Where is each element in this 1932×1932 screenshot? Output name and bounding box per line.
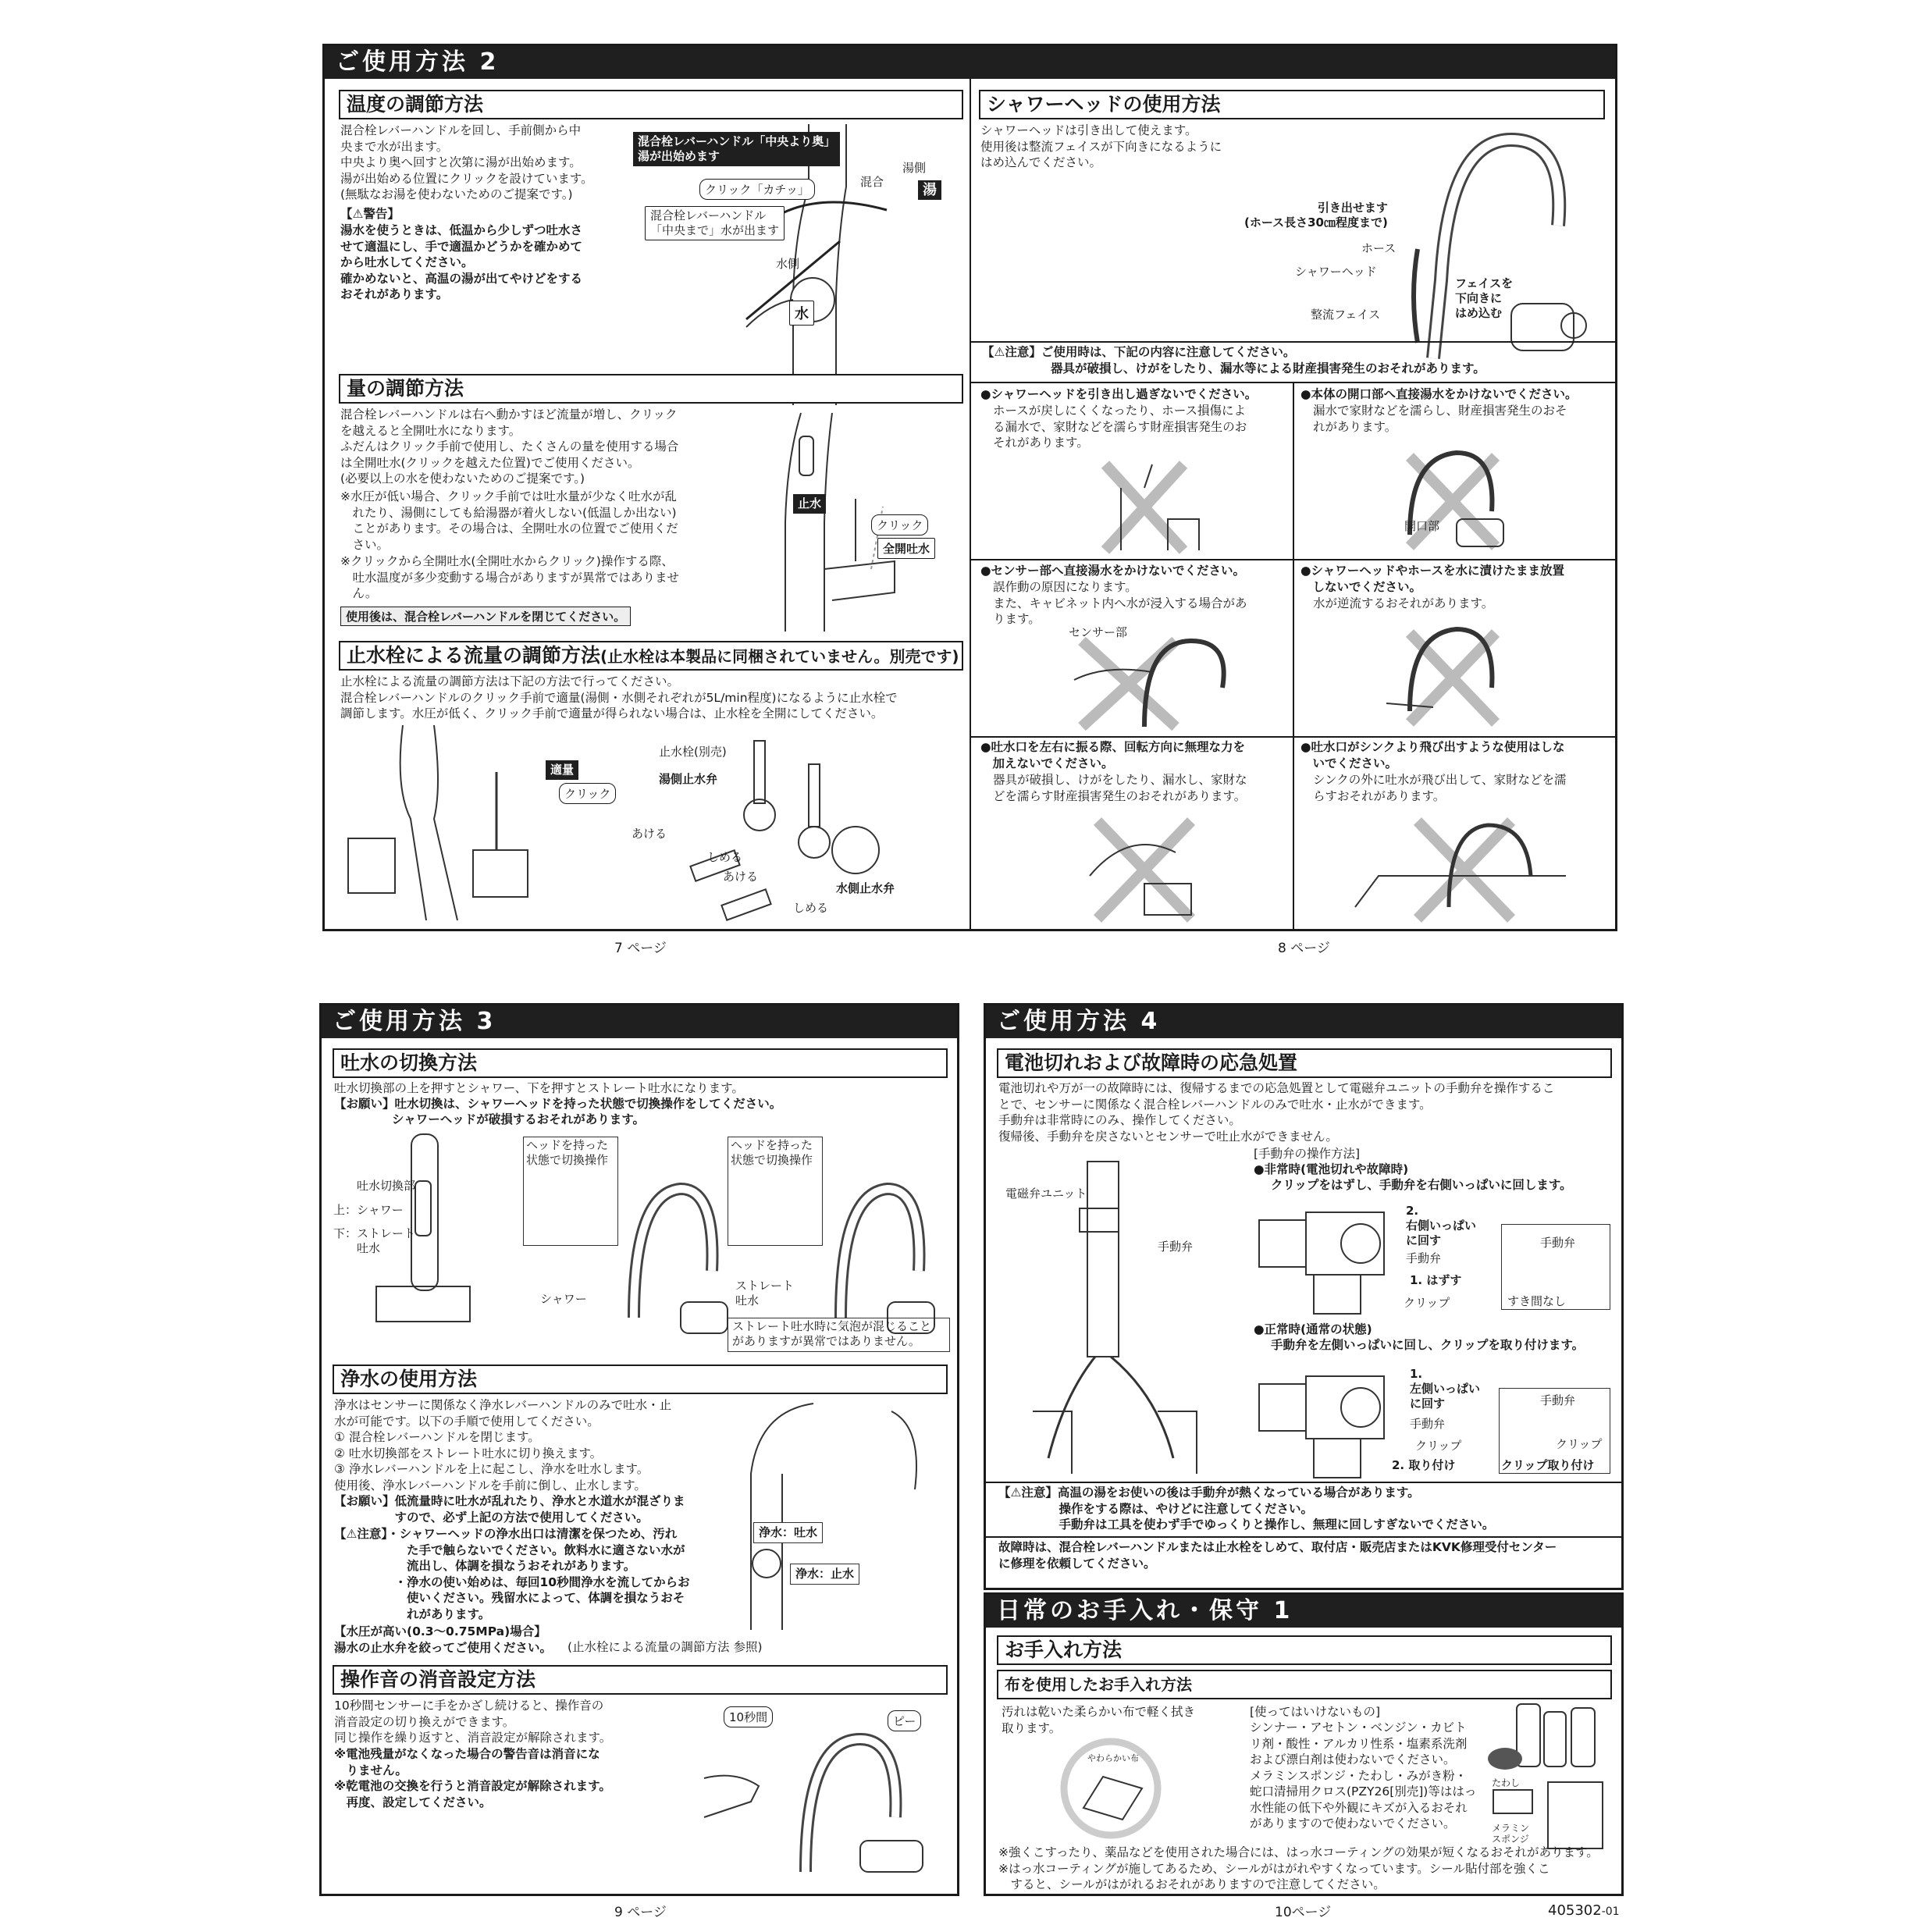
caution-sub: 器具が破損し、けがをしたり、漏水等による財産損害発生のおそれがあります。 (1051, 361, 1485, 375)
caution-item-body: 器具が破損し、けがをしたり、漏水し、家財な どを濡らす財産損害発生のおそれがあります。 (993, 773, 1247, 803)
temp-callout-click: クリック「カチッ」 (699, 179, 815, 200)
purify-request: 【お願い】低流量時に吐水が乱れたり、浄水と水道水が混ざりま すので、必ず上記の方法で使用してください。 (334, 1494, 685, 1525)
temp-label-hot-side: 湯側 (902, 161, 927, 175)
shower-heading: シャワーヘッドの使用方法 (979, 90, 1605, 119)
switch-shower-illustration (618, 1177, 728, 1349)
caution-grid-divider (1293, 382, 1294, 931)
emergency-step2: 2. 右側いっぱい に回す (1406, 1204, 1477, 1247)
emergency-label-manual: 手動弁 (1158, 1240, 1194, 1254)
shower-label-face: 整流フェイス (1311, 308, 1381, 322)
emergency-label-manual4: 手動弁 (1410, 1417, 1446, 1431)
caution-item-title: ●シャワーヘッドやホースを水に漬けたまま放置 しないでください。 (1300, 564, 1564, 594)
switch-label-up: 上：シャワー (333, 1203, 404, 1217)
flow-heading: 量の調節方法 (339, 374, 963, 404)
caution-illustration-immersion (1379, 617, 1519, 731)
caution-item-body: シンクの外に吐水が飛び出して、家財などを濡 らすおそれがあります。 (1313, 773, 1567, 803)
caution-item-body: 漏水で家財などを濡らし、財産損害発生のおそ れがあります。 (1313, 404, 1567, 434)
care-label-tawashi: たわし (1492, 1777, 1521, 1788)
usage4-title: ご使用方法 4 (986, 1005, 1621, 1038)
switch-label-down: 下：ストレート 吐水 (333, 1226, 416, 1255)
care-notes: ※強くこすったり、薬品などを使用された場合には、はっ水コーティングの効果が短くなるおそれがあります。 ※はっ水コーティングが施してあるため、シールがはがれやすくなっています。シール貼付部を強くこ すると、シールがはがれるおそれがありますので注意してください。 (998, 1845, 1599, 1891)
temp-label-cold-side: 水側 (776, 257, 800, 271)
emergency-howto: [手動弁の操作方法] (1254, 1147, 1361, 1161)
temp-warn-title: 【⚠警告】 (340, 207, 400, 221)
temp-heading: 温度の調節方法 (339, 90, 963, 119)
stopcock-label-cold-valve: 水側止水弁 (836, 881, 895, 895)
purify-caution: 【⚠注意】・シャワーヘッドの浄水出口は清潔を保つため、汚れ た手で触らないでください。飲料水に適さない水が 流出し、体調を損なうおそれがあります。 ・浄水の使い始めは、毎回10秒間浄水を流してからお 使いください。残留水によって、体調を損なうおそ れがあります。 (334, 1527, 690, 1621)
emergency-label-unit: 電磁弁ユニット (1005, 1187, 1087, 1201)
caution-item-title: ●センサー部へ直接湯水をかけないでください。 (980, 564, 1246, 578)
emergency-label-noclip: すき間なし (1507, 1294, 1567, 1308)
switch-body: 吐水切換部の上を押すとシャワー、下を押すとストレート吐水になります。 (334, 1081, 744, 1095)
document-number-suffix: -01 (1601, 1905, 1620, 1918)
shower-body: シャワーヘッドは引き出して使えます。 使用後は整流フェイスが下向きになるように はめ込んでください。 (980, 123, 1222, 169)
emergency-abnormal-title: ●非常時(電池切れや故障時) (1254, 1162, 1409, 1176)
switch-label-hold2: ヘッドを持った 状態で切換操作 (731, 1138, 813, 1167)
care-label-melamine: メラミン スポンジ (1492, 1823, 1530, 1845)
emergency-label-manual3: 手動弁 (1540, 1236, 1576, 1250)
mute-label-10s: 10秒間 (724, 1706, 773, 1727)
emergency-unit-illustration (1002, 1162, 1236, 1474)
caution-title: 【⚠注意】ご使用時は、下記の内容に注意してください。 (982, 345, 1296, 359)
document-number (1548, 1902, 1620, 1919)
page-9-label: 9 ページ (614, 1905, 667, 1920)
page-10-label: 10ページ (1275, 1905, 1332, 1920)
purify-label-on: 浄水：吐水 (753, 1522, 823, 1543)
switch-request: 【お願い】吐水切換は、シャワーヘッドを持った状態で切換操作をしてください。 (334, 1097, 782, 1111)
purify-label-off: 浄水：止水 (790, 1564, 859, 1585)
caution-item (980, 739, 1290, 927)
flow-label-click: クリック (871, 514, 928, 535)
emergency-n-step2: 2. 取り付け (1392, 1458, 1456, 1472)
emergency-n-step1: 1. 左側いっぱい に回す (1410, 1367, 1481, 1411)
stopcock-heading (339, 641, 963, 671)
switch-label-part: 吐水切換部 (357, 1179, 416, 1193)
emergency-repair-rule (986, 1536, 1621, 1538)
switch-label-straight: ストレート 吐水 (735, 1279, 795, 1308)
flow-label-stop: 止水 (793, 494, 826, 514)
caution-item (1300, 739, 1613, 927)
stopcock-faucet-illustration (348, 725, 551, 920)
emergency-label-clip3: クリップ (1556, 1437, 1603, 1451)
emergency-normal-title: ●正常時(通常の状態) (1254, 1322, 1372, 1336)
mute-notes: ※電池残量がなくなった場合の警告音は消音にな りません。 ※乾電池の交換を行うと消音設定が解除されます。 再度、設定してください。 (334, 1747, 611, 1809)
switch-note: ストレート吐水時に気泡が混じること がありますが異常ではありません。 (732, 1319, 932, 1348)
care-panel (984, 1592, 1624, 1896)
care-cloth-illustration (1056, 1734, 1165, 1843)
caution-item (1300, 563, 1613, 733)
caution-label-opening: 開口部 (1404, 519, 1440, 533)
emergency-label-clip2: クリップ (1415, 1439, 1462, 1453)
temp-callout-back: 混合栓レバーハンドル「中央より奥」 湯が出始めます (633, 132, 840, 166)
stopcock-body: 止水栓による流量の調節方法は下記の方法で行ってください。 混合栓レバーハンドルのクリック手前で適量(湯側・水側それぞれが5L/min程度)になるように止水栓で 調節します。水圧が低く、クリック手前で適量が得られない場合は、止水栓を全開にしてください。 (340, 674, 898, 720)
mute-body: 10秒間センサーに手をかざし続けると、操作音の 消音設定の切り換えができます。 同じ操作を繰り返すと、消音設定が解除されます。 (334, 1699, 612, 1745)
caution-illustration-opening (1379, 441, 1519, 554)
caution-item (1300, 386, 1613, 557)
caution-top-rule (971, 341, 1615, 343)
page-8-label: 8 ページ (1278, 941, 1330, 956)
caution-item (980, 386, 1290, 557)
caution-illustration-sensor (1066, 633, 1238, 731)
caution-illustration-pull (1090, 457, 1215, 554)
temp-callout-center: 混合栓レバーハンドル 「中央まで」水が出ます (645, 206, 785, 240)
caution-item-title: ●吐水口を左右に振る際、回転方向に無理な力を 加えないでください。 (980, 740, 1246, 770)
emergency-caution: 【⚠注意】高温の湯をお使いの後は手動弁が熱くなっている場合があります。 操作をする際は、やけどに注意してください。 手動弁は工具を使わず手でゆっくりと操作し、無理に回しすぎないでください。 (998, 1485, 1495, 1532)
purify-heading: 浄水の使用方法 (333, 1364, 948, 1394)
switch-heading: 吐水の切換方法 (333, 1048, 948, 1078)
usage3-title: ご使用方法 3 (322, 1005, 957, 1038)
emergency-step1: 1. はずす (1410, 1273, 1462, 1287)
caution-illustration-swing (1082, 813, 1207, 923)
flow-note1: ※水圧が低い場合、クリック手前では吐水量が少なく吐水が乱 れたり、湯側にしても給湯器が着火しない(低温しか出ない) ことがあります。その場合は、全開吐水の位置でご使用くだ さい。 (340, 489, 678, 552)
page-7-label: 7 ページ (614, 941, 667, 956)
switch-label-shower: シャワー (540, 1292, 587, 1306)
emergency-label-clip: クリップ (1404, 1296, 1450, 1310)
shower-label-hose: ホース (1361, 241, 1397, 255)
usage2-divider (970, 79, 971, 931)
usage2-panel (322, 44, 1617, 931)
stopcock-heading-note: (止水栓は本製品に同梱されていません。別売です) (600, 647, 959, 666)
shower-label-facedown: フェイスを 下向きに はめ込む (1455, 276, 1514, 320)
usage3-panel (319, 1003, 959, 1896)
stopcock-label-open1: あける (632, 827, 667, 841)
emergency-label-attach: クリップ取り付け (1501, 1458, 1595, 1472)
caution-item-title: ●本体の開口部へ直接湯水をかけないでください。 (1300, 387, 1578, 401)
caution-item-title: ●吐水口がシンクより飛び出すような使用はしな いでください。 (1300, 740, 1565, 770)
switch-label-hold1: ヘッドを持った 状態で切換操作 (526, 1138, 609, 1167)
stopcock-label-open2: あける (723, 870, 759, 884)
temp-label-cold: 水 (789, 301, 814, 326)
document-number-main: 405302 (1548, 1902, 1602, 1919)
stopcock-label-proper: 適量 (546, 760, 578, 780)
temp-body: 混合栓レバーハンドルを回し、手前側から中 央まで水が出ます。 中央より奥へ回すと次第に湯が出始めます。 湯が出始める位置にクリックを設けています。 (無駄なお湯を使わないためのご提案です。) (340, 123, 593, 201)
care-body: 汚れは乾いた柔らかい布で軽く拭き 取ります。 (1002, 1705, 1196, 1735)
stopcock-label-click: クリック (559, 783, 616, 804)
mute-heading: 操作音の消音設定方法 (333, 1665, 948, 1695)
stopcock-label-close1: しめる (707, 850, 743, 864)
temp-label-hot: 湯 (918, 180, 941, 200)
shower-label-head: シャワーヘッド (1295, 265, 1377, 279)
temp-label-mix: 混合 (860, 175, 884, 189)
care-forbidden: シンナー・アセトン・ベンジン・カビト リ剤・酸性・アルカリ性系・塩素系洗剤 および漂白剤は使わないでください。 メラミンスポンジ・たわし・みがき粉・ 蛇口清掃用クロス(PZY26[別売])等ははっ 水性能の低下や外観にキズが入るおそれ がありますので使わないでください。 (1250, 1720, 1477, 1831)
caution-item-body: 水が逆流するおそれがあります。 (1313, 596, 1494, 610)
care-title: 日常のお手入れ・保守 1 (986, 1595, 1621, 1628)
usage2-title: ご使用方法 2 (325, 46, 1615, 79)
emergency-label-manual2: 手動弁 (1406, 1251, 1442, 1265)
care-label-cloth: やわらかい布 (1087, 1753, 1139, 1763)
caution-label-sensor: センサー部 (1069, 625, 1128, 639)
caution-item-body: ホースが戻しにくくなったり、ホース損傷によ る漏水で、家財などを濡らす財産損害発生のお それがあります。 (993, 404, 1247, 450)
caution-illustration-overhang (1355, 813, 1574, 923)
emergency-body: 電池切れや万が一の故障時には、復帰するまでの応急処置として電磁弁ユニットの手動弁を操作するこ とで、センサーに関係なく混合栓レバーハンドルのみで吐水・止水ができます。 手動弁は非常時にのみ、操作してください。 復帰後、手動弁を戻さないとセンサーで吐止水ができません。 (998, 1081, 1555, 1144)
stopcock-heading-text: 止水栓による流量の調節方法 (347, 644, 601, 667)
mute-label-beep: ピー (888, 1710, 921, 1731)
caution-item-body: 誤作動の原因になります。 また、キャビネット内へ水が浸入する場合があ ります。 (993, 580, 1247, 626)
switch-request2: シャワーヘッドが破損するおそれがあります。 (392, 1112, 645, 1126)
purify-pressure-ref: (止水栓による流量の調節方法 参照) (568, 1640, 763, 1654)
flow-note2: ※クリックから全開吐水(全開吐水からクリック)操作する際、 吐水温度が多少変動する場合がありますが異常ではありませ ん。 (340, 554, 680, 600)
flow-after-use: 使用後は、混合栓レバーハンドルを閉じてください。 (340, 607, 631, 626)
stopcock-label-hot-valve: 湯側止水弁 (659, 772, 718, 786)
emergency-caution-rule (986, 1482, 1621, 1483)
purify-pressure: 【水圧が高い(0.3～0.75MPa)場合】 湯水の止水弁を絞ってご使用ください。 (334, 1624, 553, 1655)
care-heading: お手入れ方法 (997, 1635, 1612, 1665)
emergency-repair: 故障時は、混合栓レバーハンドルまたは止水栓をしめて、取付店・販売店またはKVK修理受付センター に修理を依頼してください。 (998, 1540, 1557, 1571)
shower-label-pull: 引き出せます (ホース長さ30㎝程度まで) (1244, 201, 1388, 229)
temp-warn-body: 湯水を使うときは、低温から少しずつ吐水さ せて適温にし、手で適温かどうかを確かめて から吐水してください。 確かめないと、高温の湯が出てやけどをする おそれがあります。 (340, 223, 583, 301)
caution-item-title: ●シャワーヘッドを引き出し過ぎないでください。 (980, 387, 1258, 401)
emergency-normal-body: 手動弁を左側いっぱいに回し、クリップを取り付けます。 (1271, 1338, 1585, 1352)
purify-body: 浄水はセンサーに関係なく浄水レバーハンドルのみで吐水・止 水が可能です。以下の手順で使用してください。 ① 混合栓レバーハンドルを閉じます。 ② 吐水切換部をストレート吐水に切り換えます。 ③ 浄水レバーハンドルを上に起こし、浄水を吐水します。 使用後、浄水レバーハンドルを手前に倒し、止水します。 (334, 1398, 672, 1493)
care-sub: 布を使用したお手入れ方法 (997, 1670, 1612, 1699)
usage4-panel (984, 1003, 1624, 1590)
emergency-abnormal-body: クリップをはずし、手動弁を右側いっぱいに回します。 (1271, 1178, 1572, 1192)
caution-item (980, 563, 1290, 733)
flow-body: 混合栓レバーハンドルは右へ動かすほど流量が増し、クリック を越えると全開吐水になります。 ふだんはクリック手前で使用し、たくさんの量を使用する場合 は全開吐水(クリックを越えた位置)でご使用ください。 (必要以上の水を使わないためのご提案です。) (340, 407, 679, 486)
flow-label-full: 全開吐水 (877, 538, 935, 559)
emergency-label-manual5: 手動弁 (1540, 1393, 1576, 1407)
stopcock-label-close2: しめる (793, 901, 829, 915)
emergency-heading: 電池切れおよび故障時の応急処置 (997, 1048, 1612, 1078)
stopcock-label-valve: 止水栓(別売) (659, 745, 727, 759)
purify-faucet-illustration (735, 1396, 954, 1630)
care-forbidden-title: [使ってはいけないもの] (1250, 1705, 1381, 1719)
